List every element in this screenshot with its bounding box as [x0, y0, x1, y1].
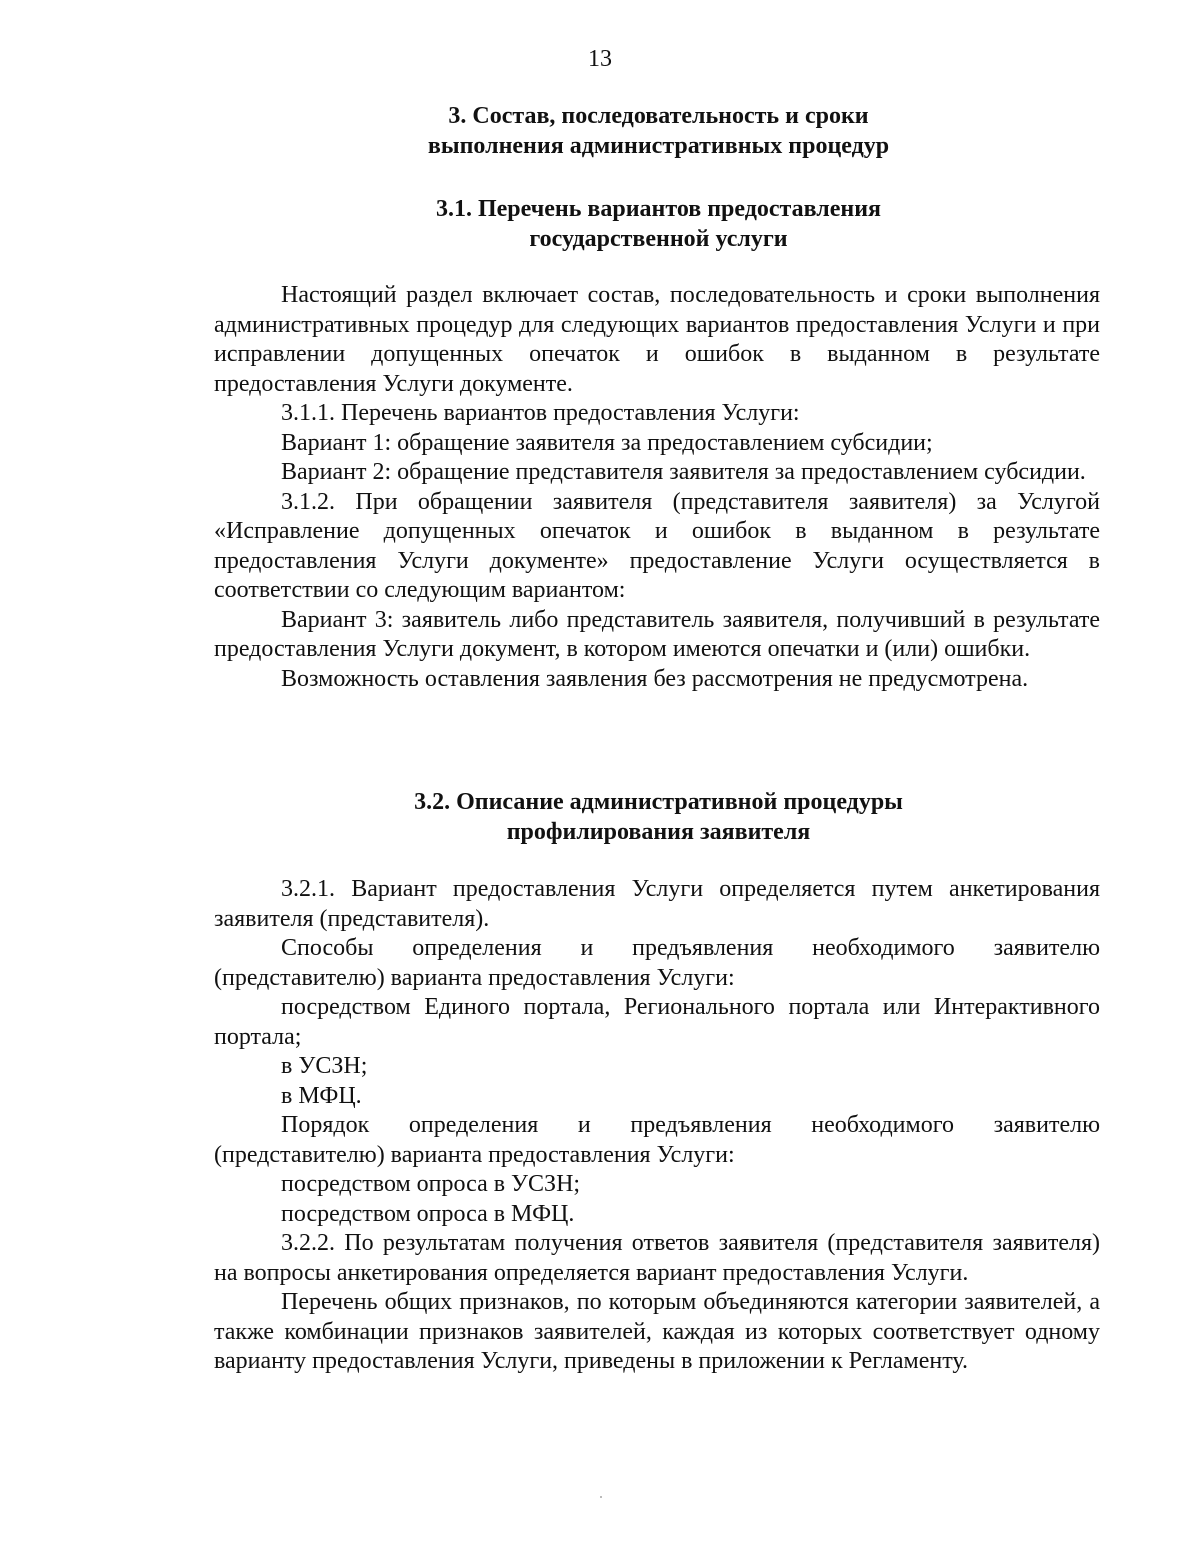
- paragraph: в МФЦ.: [281, 1082, 362, 1109]
- paragraph: Возможность оставления заявления без рассмотрения не предусмотрена.: [281, 665, 1029, 692]
- paragraph: Способы определения и предъявления необходимого заявителю (представителю) варианта предоставления Услуги:: [214, 935, 1100, 991]
- paragraph: посредством опроса в УСЗН;: [281, 1171, 581, 1197]
- section-3-heading-line-1: 3. Состав, последовательность и сроки: [448, 103, 869, 129]
- scan-speck: [600, 1496, 602, 1498]
- paragraph: Вариант 1: обращение заявителя за предоставлением субсидии;: [281, 429, 933, 456]
- section-3-1-heading-line-1: 3.1. Перечень вариантов предоставления: [435, 196, 882, 222]
- section-3-2-heading-line-2: профилирования заявителя: [506, 819, 811, 845]
- section-3-2-heading-line-1: 3.2. Описание административной процедуры: [414, 789, 903, 815]
- section-3-1-heading: [0, 194, 1200, 254]
- paragraph: 3.2.1. Вариант предоставления Услуги определяется путем анкетирования заявителя (представителя).: [214, 876, 1100, 932]
- page-number: 13: [588, 46, 612, 72]
- paragraph: Вариант 2: обращение представителя заявителя за предоставлением субсидии.: [281, 459, 1086, 485]
- paragraph: Настоящий раздел включает состав, последовательность и сроки выполнения административных процедур для следующих вариантов предоставления Услуги и при исправлении допущенных опечаток и ошибок в выданном в результате предоставления Услуги документе.: [214, 282, 1100, 397]
- paragraph: Вариант 3: заявитель либо представитель заявителя, получивший в результате предоставления Услуги документ, в котором имеются опечатки и (или) ошибки.: [214, 606, 1100, 662]
- paragraph: в УСЗН;: [281, 1053, 368, 1079]
- section-3-1-heading-line-2: государственной услуги: [529, 226, 788, 252]
- section-3-heading-line-2: выполнения административных процедур: [427, 133, 890, 159]
- paragraph: 3.2.2. По результатам получения ответов заявителя (представителя заявителя) на вопросы анкетирования определяется вариант предоставления Услуги.: [214, 1230, 1100, 1286]
- paragraph: Порядок определения и предъявления необходимого заявителю (представителю) варианта предоставления Услуги:: [214, 1112, 1100, 1168]
- section-3-1-body: [214, 281, 1100, 694]
- paragraph: 3.1.1. Перечень вариантов предоставления Услуги:: [281, 400, 800, 426]
- section-3-2-heading: [0, 787, 1200, 847]
- section-3-heading: [0, 101, 1200, 161]
- paragraph: посредством Единого портала, Регионального портала или Интерактивного портала;: [214, 994, 1100, 1050]
- paragraph: Перечень общих признаков, по которым объединяются категории заявителей, а также комбинации признаков заявителей, каждая из которых соответствует одному варианту предоставления Услуги, приведены в приложении к Регламенту.: [214, 1289, 1100, 1374]
- section-3-2-body: [214, 875, 1100, 1377]
- paragraph: посредством опроса в МФЦ.: [281, 1200, 575, 1227]
- paragraph: 3.1.2. При обращении заявителя (представителя заявителя) за Услугой «Исправление допущенных опечаток и ошибок в выданном в результате предоставления Услуги документе» предоставление Услуги осуществляется в соответствии со следующим вариантом:: [214, 488, 1100, 603]
